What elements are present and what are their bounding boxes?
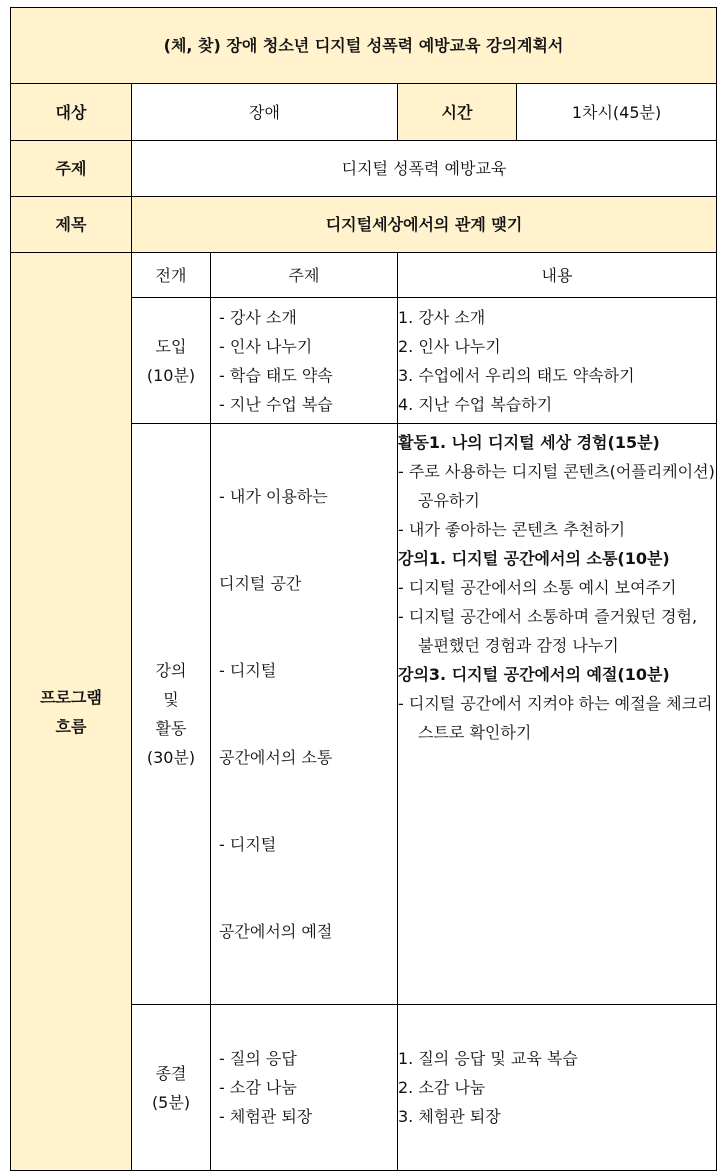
stage-name-line: 도입 (155, 336, 187, 356)
stage-name-line: 강의 (155, 661, 187, 680)
column-header-topic: 주제 (211, 253, 398, 298)
stage-name-line: (5분) (151, 1092, 191, 1112)
target-label: 대상 (11, 84, 132, 141)
program-flow-label-line2: 흐름 (55, 716, 87, 736)
subject-label: 제목 (11, 197, 132, 253)
stage-name (132, 298, 211, 424)
content-heading: 강의3. 디지털 공간에서의 예절(10분) (398, 665, 670, 684)
topic-item: 공간에서의 예절 (219, 922, 333, 941)
topic-item: - 강사 소개 (219, 307, 297, 327)
stage-topics (211, 1005, 398, 1171)
stage-topics (211, 298, 398, 424)
stage-name-line: 및 (163, 690, 179, 709)
stage-content (398, 1005, 717, 1171)
topic-item: 디지털 공간 (219, 574, 302, 593)
content-item: - 디지털 공간에서 소통하며 즐거웠던 경험, 불편했던 경험과 감정 나누기 (398, 607, 698, 655)
program-flow-label-line1: 프로그램 (40, 687, 102, 707)
stage-name-line: (10분) (146, 365, 196, 385)
subject-value: 디지털세상에서의 관계 맺기 (132, 197, 717, 253)
topic-item: - 소감 나눔 (219, 1078, 297, 1097)
topic-item: 공간에서의 소통 (219, 748, 333, 767)
target-value: 장애 (132, 84, 398, 141)
topic-item: - 인사 나누기 (219, 336, 313, 356)
topic-item: - 질의 응답 (219, 1049, 297, 1068)
program-flow-label (11, 253, 132, 1171)
content-item: 1. 강사 소개 (398, 307, 486, 327)
content-item: 2. 소감 나눔 (398, 1078, 486, 1097)
document-title: (체, 찾) 장애 청소년 디지털 성폭력 예방교육 강의계획서 (11, 8, 717, 84)
content-item: - 내가 좋아하는 콘텐츠 추천하기 (398, 520, 626, 539)
stage-name-line: 활동 (155, 719, 187, 738)
topic-item: - 디지털 (219, 661, 277, 680)
stage-name-line: 종결 (155, 1063, 187, 1083)
stage-content (398, 298, 717, 424)
content-item: - 주로 사용하는 디지털 콘텐츠(어플리케이션) 공유하기 (398, 462, 715, 510)
content-item: 4. 지난 수업 복습하기 (398, 394, 553, 414)
content-heading: 활동1. 나의 디지털 세상 경험(15분) (398, 433, 660, 452)
time-value: 1차시(45분) (517, 84, 717, 141)
content-item: - 디지털 공간에서 지켜야 하는 예절을 체크리스트로 확인하기 (398, 694, 713, 742)
topic-label: 주제 (11, 141, 132, 197)
stage-name-line: (30분) (146, 748, 196, 767)
topic-item: - 디지털 (219, 835, 277, 854)
content-heading: 강의1. 디지털 공간에서의 소통(10분) (398, 549, 670, 568)
column-header-stage: 전개 (132, 253, 211, 298)
stage-name (132, 1005, 211, 1171)
stage-name (132, 424, 211, 1005)
time-label: 시간 (398, 84, 517, 141)
topic-item: - 체험관 퇴장 (219, 1107, 313, 1126)
lecture-plan-table (10, 7, 717, 1171)
content-item: 1. 질의 응답 및 교육 복습 (398, 1049, 578, 1068)
topic-value: 디지털 성폭력 예방교육 (132, 141, 717, 197)
content-item: 3. 수업에서 우리의 태도 약속하기 (398, 365, 635, 385)
stage-topics (211, 424, 398, 1005)
content-item: - 디지털 공간에서의 소통 예시 보여주기 (398, 578, 677, 597)
topic-item: - 내가 이용하는 (219, 487, 328, 506)
topic-item: - 학습 태도 약속 (219, 365, 333, 385)
column-header-content: 내용 (398, 253, 717, 298)
content-item: 2. 인사 나누기 (398, 336, 501, 356)
topic-item: - 지난 수업 복습 (219, 394, 333, 414)
content-item: 3. 체험관 퇴장 (398, 1107, 501, 1126)
stage-content (398, 424, 717, 1005)
